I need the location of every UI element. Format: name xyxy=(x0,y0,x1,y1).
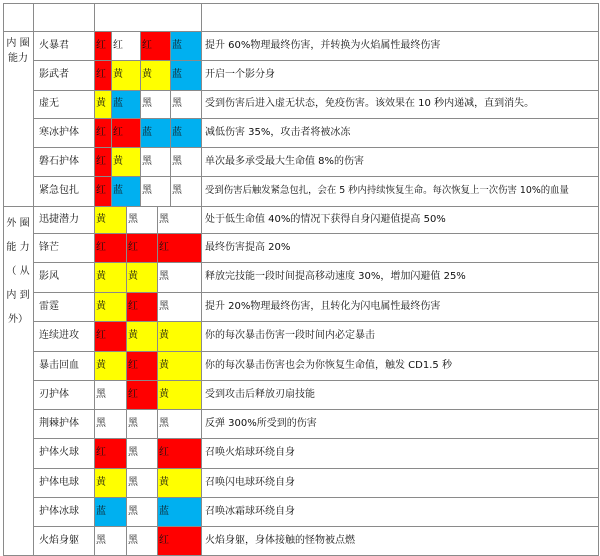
row-border xyxy=(33,233,598,234)
skill-description: 最终伤害提高 20% xyxy=(205,241,291,253)
row-border xyxy=(33,176,598,177)
slot-label: 黑 xyxy=(159,417,169,429)
skill-description: 提升 20%物理最终伤害，且转化为闪电属性最终伤害 xyxy=(205,300,441,312)
column-border xyxy=(94,3,95,556)
skill-name: 护体电球 xyxy=(39,476,79,488)
slot-label: 黑 xyxy=(96,388,106,400)
skill-name: 荆棘护体 xyxy=(39,417,79,429)
slot-label: 黑 xyxy=(159,271,169,282)
skill-description: 减低伤害 35%，攻击者将被冰冻 xyxy=(205,126,351,138)
slot-label: 黄 xyxy=(96,300,106,312)
slot-label: 黄 xyxy=(128,330,138,341)
slot-label: 黄 xyxy=(113,69,123,80)
slot-label: 黄 xyxy=(96,476,106,488)
row-border xyxy=(33,118,598,119)
slot-label: 红 xyxy=(128,359,138,371)
slot-label: 红 xyxy=(128,241,138,253)
skill-name: 雷霆 xyxy=(39,300,59,312)
slot-label: 红 xyxy=(159,447,169,458)
skill-description: 反弹 300%所受到的伤害 xyxy=(205,417,317,429)
skill-description: 受到伤害后触发紧急包扎，会在 5 秒内持续恢复生命。每次恢复上一次伤害 10%的血量 xyxy=(205,185,569,196)
skill-description: 单次最多承受最大生命值 8%的伤害 xyxy=(205,155,365,167)
column-border xyxy=(126,206,127,555)
column-border xyxy=(111,31,112,206)
slot-label: 红 xyxy=(96,39,106,51)
slot-label: 黑 xyxy=(128,213,138,225)
row-border xyxy=(33,380,598,381)
slot-label: 红 xyxy=(96,447,106,458)
slot-label: 黄 xyxy=(96,98,106,109)
slot-label: 黄 xyxy=(96,213,106,225)
skill-description: 处于低生命值 40%的情况下获得自身闪避值提高 50% xyxy=(205,213,446,225)
category-outer: 外 圈 能 力 （ 从 内 到 外） xyxy=(6,218,30,325)
skill-description: 火焰身躯，身体接触的怪物被点燃 xyxy=(205,534,355,546)
slot-label: 黑 xyxy=(172,155,182,167)
slot-label: 红 xyxy=(142,39,152,51)
column-border xyxy=(201,3,202,556)
slot-label: 红 xyxy=(96,185,106,196)
slot-label: 红 xyxy=(113,39,123,51)
slot-label: 黑 xyxy=(172,185,182,196)
skill-description: 受到伤害后进入虚无状态，免疫伤害。该效果在 10 秒内递减，直到消失。 xyxy=(205,98,535,109)
row-border xyxy=(33,438,598,439)
slot-label: 黄 xyxy=(113,155,123,167)
row-border xyxy=(33,90,598,91)
skill-description: 你的每次暴击伤害一段时间内必定暴击 xyxy=(205,330,375,341)
slot-label: 蓝 xyxy=(159,505,169,517)
slot-label: 黑 xyxy=(128,505,138,517)
slot-label: 红 xyxy=(159,534,169,546)
column-border xyxy=(598,3,599,556)
slot-label: 红 xyxy=(128,300,138,312)
slot-label: 黑 xyxy=(128,417,138,429)
skill-name: 火焰身躯 xyxy=(39,534,79,546)
slot-label: 黑 xyxy=(142,98,152,109)
slot-label: 红 xyxy=(159,241,169,253)
slot-label: 红 xyxy=(96,330,106,341)
slot-label: 蓝 xyxy=(113,185,123,196)
slot-label: 蓝 xyxy=(172,69,182,80)
slot-label: 蓝 xyxy=(142,126,152,138)
category-inner: 内 圈 能力 xyxy=(6,38,30,64)
slot-label: 黑 xyxy=(159,213,169,225)
row-border xyxy=(33,60,598,61)
skill-name: 刃护体 xyxy=(39,388,69,400)
row-border xyxy=(33,147,598,148)
slot-label: 蓝 xyxy=(113,98,123,109)
skill-description: 释放完技能一段时间提高移动速度 30%，增加闪避值 25% xyxy=(205,271,466,282)
skill-name: 暴击回血 xyxy=(39,359,79,371)
row-border xyxy=(3,31,598,32)
skill-name: 护体火球 xyxy=(39,447,79,458)
column-border xyxy=(140,31,141,206)
row-border xyxy=(33,351,598,352)
slot-label: 黄 xyxy=(159,330,169,341)
slot-label: 黄 xyxy=(142,69,152,80)
skill-name: 护体冰球 xyxy=(39,505,79,517)
slot-label: 红 xyxy=(96,69,106,80)
column-border xyxy=(170,31,171,206)
row-border xyxy=(33,321,598,322)
skill-name: 迅捷潜力 xyxy=(39,213,79,225)
slot-label: 红 xyxy=(113,126,123,138)
slot-label: 蓝 xyxy=(172,126,182,138)
skill-name: 火暴君 xyxy=(39,39,69,51)
slot-label: 黑 xyxy=(128,476,138,488)
slot-label: 黄 xyxy=(96,359,106,371)
skill-name: 紧急包扎 xyxy=(39,185,79,196)
column-border xyxy=(3,3,4,556)
slot-label: 黄 xyxy=(159,388,169,400)
skill-description: 开启一个影分身 xyxy=(205,69,275,80)
skill-name: 寒冰护体 xyxy=(39,126,79,138)
row-border xyxy=(33,497,598,498)
row-border xyxy=(33,409,598,410)
skill-name: 磐石护体 xyxy=(39,155,79,167)
skill-name: 连续进攻 xyxy=(39,330,79,341)
slot-label: 红 xyxy=(128,388,138,400)
skill-description: 召唤火焰球环绕自身 xyxy=(205,447,295,458)
row-border xyxy=(3,206,598,207)
slot-label: 蓝 xyxy=(96,505,106,517)
slot-label: 黑 xyxy=(142,185,152,196)
skill-description: 召唤闪电球环绕自身 xyxy=(205,476,295,488)
slot-label: 红 xyxy=(96,241,106,253)
row-border xyxy=(33,526,598,527)
row-border xyxy=(3,3,598,4)
skill-description: 召唤冰霜球环绕自身 xyxy=(205,505,295,517)
skill-name: 影武者 xyxy=(39,69,69,80)
skill-name: 影风 xyxy=(39,271,59,282)
slot-label: 黑 xyxy=(172,98,182,109)
slot-label: 红 xyxy=(96,155,106,167)
row-border xyxy=(33,292,598,293)
row-border xyxy=(33,262,598,263)
slot-label: 黄 xyxy=(96,271,106,282)
slot-label: 黑 xyxy=(142,155,152,167)
slot-label: 黄 xyxy=(159,476,169,488)
skill-description: 受到攻击后释放刃扇技能 xyxy=(205,388,315,400)
skill-description: 提升 60%物理最终伤害，并转换为火焰属性最终伤害 xyxy=(205,39,441,51)
slot-label: 黑 xyxy=(96,534,106,546)
slot-label: 黑 xyxy=(128,447,138,458)
slot-label: 黄 xyxy=(159,359,169,371)
slot-label: 黑 xyxy=(128,534,138,546)
slot-label: 黄 xyxy=(128,271,138,282)
slot-label: 黑 xyxy=(159,300,169,312)
column-border xyxy=(157,206,158,555)
column-border xyxy=(33,3,34,556)
slot-label: 黑 xyxy=(96,417,106,429)
skill-name: 虚无 xyxy=(39,98,59,109)
slot-label: 蓝 xyxy=(172,39,182,51)
row-border xyxy=(33,468,598,469)
skill-description: 你的每次暴击伤害也会为你恢复生命值，触发 CD1.5 秒 xyxy=(205,359,452,371)
skill-name: 锋芒 xyxy=(39,241,59,253)
slot-label: 红 xyxy=(96,126,106,138)
